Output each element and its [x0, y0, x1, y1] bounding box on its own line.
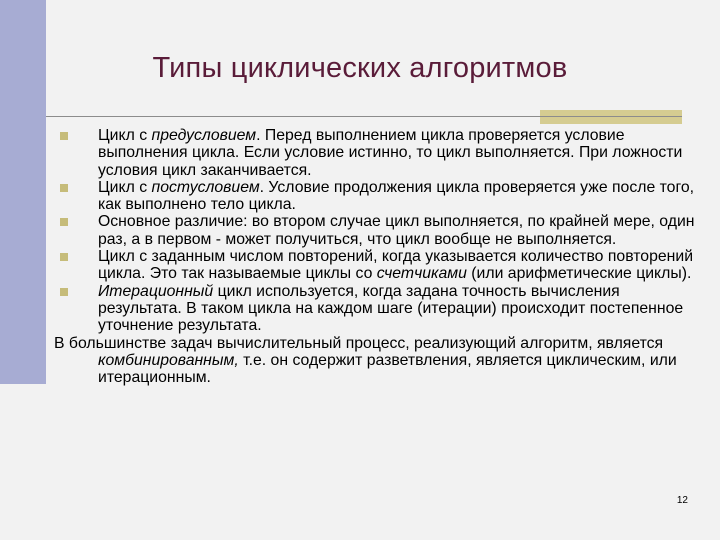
bullet-item-precondition [54, 127, 704, 179]
slide-content [54, 127, 704, 386]
bullet-text-emphasis: предусловием [151, 127, 257, 144]
square-bullet-icon [60, 288, 68, 296]
bullet-text-lead: Цикл с заданным числом повторений, когда указывается количество повторений цикла. Это так называемые циклы со [98, 248, 694, 283]
bullet-text-rest: цикл используется, когда задана точность вычисления результата. В таком цикла на каждом шаге (итерации) происходит постепенное уточнение результата. [98, 282, 684, 335]
bullet-text-emphasis: постусловием [151, 178, 260, 196]
bullet-text-emphasis: счетчиками [376, 265, 467, 283]
bullet-text-lead: Цикл с [98, 178, 152, 196]
bullet-item-postcondition [54, 179, 704, 214]
square-bullet-icon [60, 218, 68, 226]
slide-title: Типы циклических алгоритмов [152, 52, 568, 84]
square-bullet-icon [60, 253, 68, 261]
bullet-text: Основное различие: во втором случае цикл выполняется, по крайней мере, один раз, а в первом - может получиться, что цикл вообще не выполняется. [98, 213, 695, 248]
square-bullet-icon [60, 184, 68, 192]
summary-lead: В большинстве задач вычислительный процесс, реализующий алгоритм, является [54, 334, 664, 352]
page-number: 12 [676, 495, 688, 506]
bullet-item-iterative-loop [54, 283, 704, 335]
bullet-text-rest: . Условие продолжения цикла проверяется уже после того, как выполнено тело цикла. [98, 178, 695, 214]
square-bullet-icon [60, 132, 68, 140]
bullet-text-rest: . Перед выполнением цикла проверяется условие выполнения цикла. Если условие истинно, то цикл выполняется. При ложности условия цикл заканчивается. [98, 127, 683, 179]
bullet-item-difference [54, 213, 704, 248]
summary-emphasis: комбинированным, [98, 351, 239, 369]
bullet-text-rest: (или арифметические циклы). [466, 265, 692, 283]
summary-rest: т.е. он содержит разветвления, является циклическим, или итерационным. [98, 351, 677, 387]
summary-paragraph [54, 335, 704, 387]
bullet-text-lead: Цикл с [98, 127, 152, 144]
title-rule [46, 116, 682, 117]
title-rule-accent [540, 110, 682, 124]
bullet-text-emphasis: Итерационный [98, 282, 214, 300]
bullet-item-counter-loop [54, 248, 704, 283]
